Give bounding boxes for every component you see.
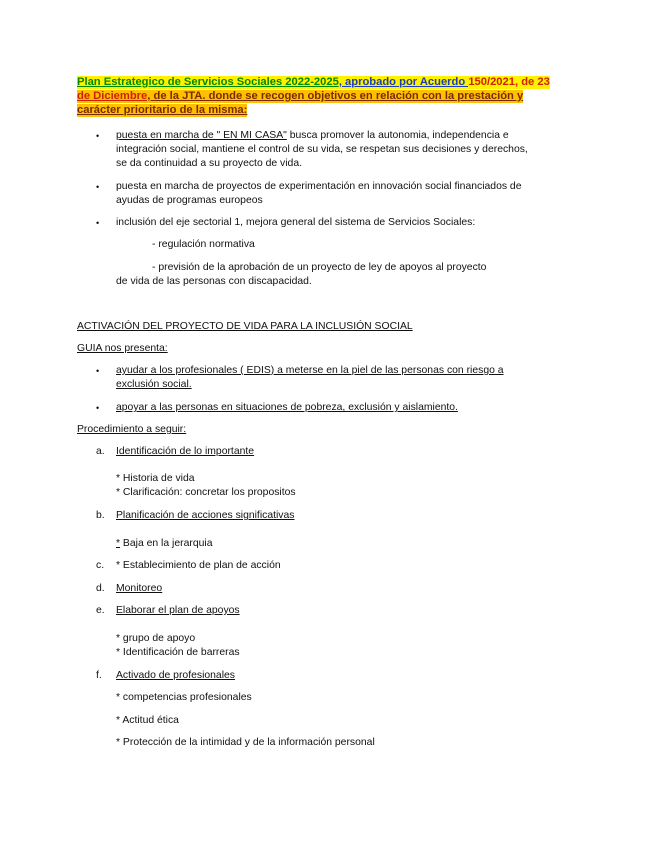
list-item-ayudar: ayudar a los profesionales ( EDIS) a meterse en la piel de las personas con riesgo a	[116, 365, 504, 376]
title-date: de Diciembre	[77, 90, 148, 102]
list-item-en-mi-casa	[116, 129, 586, 142]
list-item-apoyar: apoyar a las personas en situaciones de pobreza, exclusión y aislamiento.	[116, 402, 458, 413]
guia-heading: GUIA nos presenta:	[77, 343, 168, 354]
bullet-icon: •	[96, 366, 100, 376]
step-letter: f.	[96, 670, 102, 681]
step-b-star: *	[116, 538, 121, 549]
sub-item-regulacion: - regulación normativa	[152, 239, 255, 250]
bullet-icon: •	[96, 403, 100, 413]
list-item-eje-sectorial: inclusión del eje sectorial 1, mejora general del sistema de Servicios Sociales:	[116, 217, 476, 228]
en-mi-casa-label: puesta en marcha de " EN MI CASA"	[116, 130, 287, 141]
step-f-sub: * Actitud ética	[116, 715, 179, 726]
plan-title	[77, 76, 587, 89]
step-e-sub: * grupo de apoyo	[116, 633, 196, 644]
bullet-icon: •	[96, 182, 100, 192]
plan-title-line2	[77, 90, 587, 103]
step-a-label: Identificación de lo importante	[116, 446, 255, 457]
sub-item-prevision: - previsión de la aprobación de un proyecto de ley de apoyos al proyecto	[152, 262, 487, 273]
list-item-text: ayudas de programas europeos	[116, 195, 263, 206]
title-description: , de la JTA. donde se recogen objetivos en relación con la prestación y	[147, 90, 524, 102]
step-b-sub	[116, 537, 212, 550]
step-c-label: * Establecimiento de plan de acción	[116, 560, 281, 571]
step-a-sub: * Clarificación: concretar los propositos	[116, 487, 296, 498]
list-item-text: se da continuidad a su proyecto de vida.	[116, 158, 303, 169]
step-f-sub: * competencias profesionales	[116, 692, 252, 703]
bullet-icon: •	[96, 131, 100, 141]
title-priority: carácter prioritario de la misma:	[77, 104, 248, 116]
step-b-label: Planificación de acciones significativas	[116, 510, 295, 521]
sub-item-prevision-cont: de vida de las personas con discapacidad.	[116, 276, 312, 287]
list-item-text: integración social, mantiene el control de su vida, se respetan sus decisiones y derechos,	[116, 144, 528, 155]
step-letter: c.	[96, 560, 105, 571]
step-e-label: Elaborar el plan de apoyos	[116, 605, 240, 616]
procedimiento-heading: Procedimiento a seguir:	[77, 424, 187, 435]
title-plan-name: Plan Estrategico de Servicios Sociales 2022-2025	[77, 76, 339, 88]
section-heading: ACTIVACIÓN DEL PROYECTO DE VIDA PARA LA INCLUSIÓN SOCIAL	[77, 321, 413, 332]
list-item-text: exclusión social.	[116, 379, 192, 390]
step-letter: b.	[96, 510, 105, 521]
step-b-sub-text: Baja en la jerarquia	[120, 538, 213, 549]
en-mi-casa-text: busca promover la autonomia, independencia e	[286, 130, 509, 141]
title-approved: , aprobado por Acuerdo	[338, 76, 469, 88]
step-letter: e.	[96, 605, 105, 616]
step-a-sub: * Historia de vida	[116, 473, 195, 484]
bullet-icon: •	[96, 218, 100, 228]
list-item-proyectos: puesta en marcha de proyectos de experimentación en innovación social financiados de	[116, 181, 522, 192]
step-letter: a.	[96, 446, 105, 457]
step-letter: d.	[96, 583, 105, 594]
step-d-label: Monitoreo	[116, 583, 163, 594]
step-e-sub: * Identificación de barreras	[116, 647, 240, 658]
step-f-label: Activado de profesionales	[116, 670, 235, 681]
plan-title-line3	[77, 104, 587, 117]
title-agreement-number: 150/2021, de 23	[468, 76, 550, 88]
step-f-sub: * Protección de la intimidad y de la información personal	[116, 737, 375, 748]
